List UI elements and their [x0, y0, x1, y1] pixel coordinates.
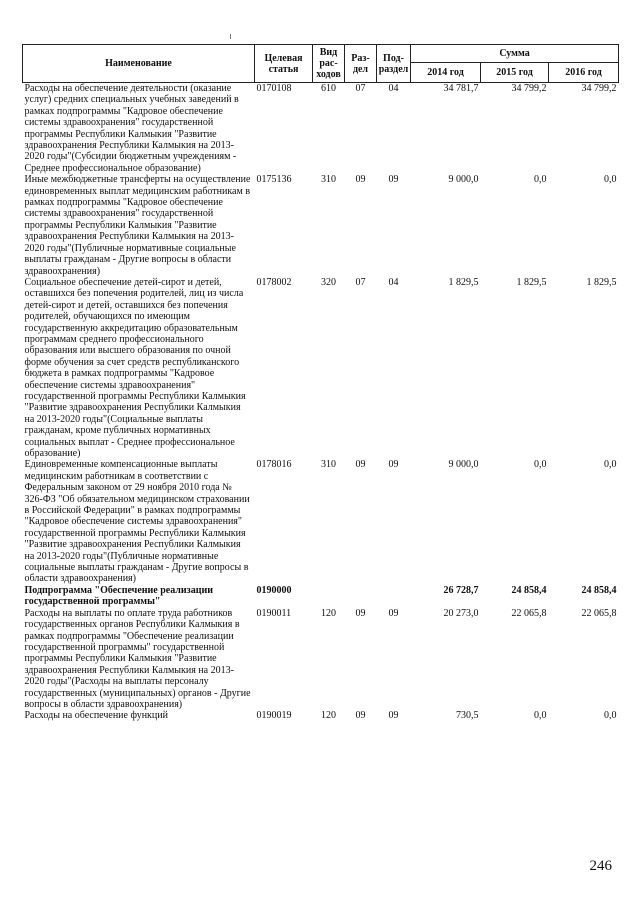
table-row	[23, 459, 619, 584]
row-subsection: 09	[388, 710, 399, 722]
row-name: Расходы на выплаты по оплате труда работников государственных органов Республики Калмыкия в рамках подпрограммы "Обеспечение реализации государственной программы" государственной программы Республики Калмыкия "Развитие здравоохранения Республики Калмыкия на 2013-2020 годы"(Расходы на выплаты персоналу государственных (муниципальных) органов - Другие вопросы в области здравоохранения)	[24, 607, 251, 710]
row-name: Подпрограмма "Обеспечение реализации государственной программы"	[24, 584, 213, 608]
row-2014: 9 000,0	[448, 174, 479, 186]
row-2014: 730,5	[456, 710, 479, 722]
header-sum: Сумма	[411, 45, 619, 63]
row-2015: 0,0	[534, 710, 547, 722]
row-section: 07	[355, 276, 366, 288]
row-section	[345, 585, 377, 608]
row-target: 0175136	[256, 174, 292, 186]
header-target: Целевая статья	[255, 45, 313, 83]
row-2016: 0,0	[604, 710, 617, 722]
row-kind: 310	[321, 174, 336, 186]
row-2015: 0,0	[534, 174, 547, 186]
row-target: 0170108	[256, 83, 292, 94]
row-2014: 20 273,0	[443, 607, 479, 619]
table-row	[23, 277, 619, 460]
table-row	[23, 174, 619, 277]
row-section: 09	[355, 459, 366, 471]
row-2014: 9 000,0	[448, 459, 479, 471]
row-kind: 320	[321, 276, 336, 288]
row-name: Единовременные компенсационные выплаты медицинским работникам в соответствии с Федеральным законом от 29 ноября 2010 года № 326-ФЗ "Об обязательном медицинском страховании в Российской Федерации" в рамках подпрограммы "Кадровое обеспечение системы здравоохранения" государственной программы Республики Калмыкия "Развитие здравоохранения Республики Калмыкия на 2013-2020 годы"(Публичные нормативные социальные выплаты гражданам - Другие вопросы в области здравоохранения)	[24, 459, 250, 585]
row-target: 0190019	[256, 710, 292, 722]
row-2016: 24 858,4	[581, 584, 617, 596]
table-header-row	[23, 45, 619, 63]
row-kind	[313, 585, 345, 608]
header-2015: 2015 год	[481, 63, 549, 83]
row-2016: 1 829,5	[586, 276, 617, 288]
row-kind: 120	[321, 607, 336, 619]
row-section: 09	[355, 710, 366, 722]
row-2016: 0,0	[604, 174, 617, 186]
row-2014: 1 829,5	[448, 276, 479, 288]
header-kind: Вид рас-ходов	[313, 45, 345, 83]
header-section: Раз-дел	[345, 45, 377, 83]
row-target: 0178002	[256, 276, 292, 288]
row-kind: 610	[321, 83, 336, 94]
table-row	[23, 83, 619, 175]
row-subsection: 04	[388, 83, 399, 94]
row-2015: 22 065,8	[511, 607, 547, 619]
row-name: Расходы на обеспечение функций	[24, 710, 168, 722]
row-subsection: 09	[388, 174, 399, 186]
row-section: 07	[355, 83, 366, 94]
row-2015: 0,0	[534, 459, 547, 471]
header-2014: 2014 год	[411, 63, 481, 83]
row-name: Иные межбюджетные трансферты на осуществление единовременных выплат медицинским работникам в рамках подпрограммы "Кадровое обеспечение системы здравоохранения" государственной программы Республики Калмыкия "Развитие здравоохранения Республики Калмыкия на 2013-2020 годы"(Публичные нормативные социальные выплаты гражданам - Другие вопросы в области здравоохранения)	[24, 174, 251, 277]
scan-mark	[230, 34, 231, 39]
row-subsection	[377, 585, 411, 608]
table-row	[23, 608, 619, 711]
row-target: 0190011	[256, 607, 292, 619]
row-name: Расходы на обеспечение деятельности (оказание услуг) средних специальных учебных заведений в рамках подпрограммы "Кадровое обеспечение системы здравоохранения" государственной программы Республики Калмыкия "Развитие здравоохранения Республики Калмыкия на 2013-2020 годы"(Субсидии бюджетным учреждениям - Среднее профессиональное образование)	[24, 83, 239, 174]
budget-table	[22, 44, 619, 722]
row-target: 0190000	[256, 584, 292, 596]
row-2016: 34 799,2	[581, 83, 617, 94]
row-2016: 0,0	[604, 459, 617, 471]
row-kind: 120	[321, 710, 336, 722]
header-name: Наименование	[23, 45, 255, 83]
header-2016: 2016 год	[549, 63, 619, 83]
row-section: 09	[355, 174, 366, 186]
row-2014: 26 728,7	[443, 584, 479, 596]
row-2015: 34 799,2	[511, 83, 547, 94]
row-target: 0178016	[256, 459, 292, 471]
row-name: Социальное обеспечение детей-сирот и детей, оставшихся без попечения родителей, лиц из числа детей-сирот и детей, оставшихся без попечения родителей, обучающихся по имеющим государственную аккредитацию образовательным программам среднего профессионального образования или высшего образования по очной форме обучения за счет средств республиканского бюджета в рамках подпрограммы "Кадровое обеспечение системы здравоохранения" государственной программы Республики Калмыкия "Развитие здравоохранения Республики Калмыкия на 2013-2020 годы"(Социальные выплаты гражданам, кроме публичных нормативных социальных выплат - Среднее профессиональное образование)	[24, 276, 246, 459]
row-2016: 22 065,8	[581, 607, 617, 619]
row-kind: 310	[321, 459, 336, 471]
row-section: 09	[355, 607, 366, 619]
row-2014: 34 781,7	[443, 83, 479, 94]
page-number: 246	[589, 858, 612, 874]
row-subsection: 04	[388, 276, 399, 288]
row-subsection: 09	[388, 459, 399, 471]
table-row-subprogram	[23, 585, 619, 608]
header-subsection: Под-раздел	[377, 45, 411, 83]
row-subsection: 09	[388, 607, 399, 619]
table-row	[23, 710, 619, 721]
row-2015: 24 858,4	[511, 584, 547, 596]
row-2015: 1 829,5	[516, 276, 547, 288]
